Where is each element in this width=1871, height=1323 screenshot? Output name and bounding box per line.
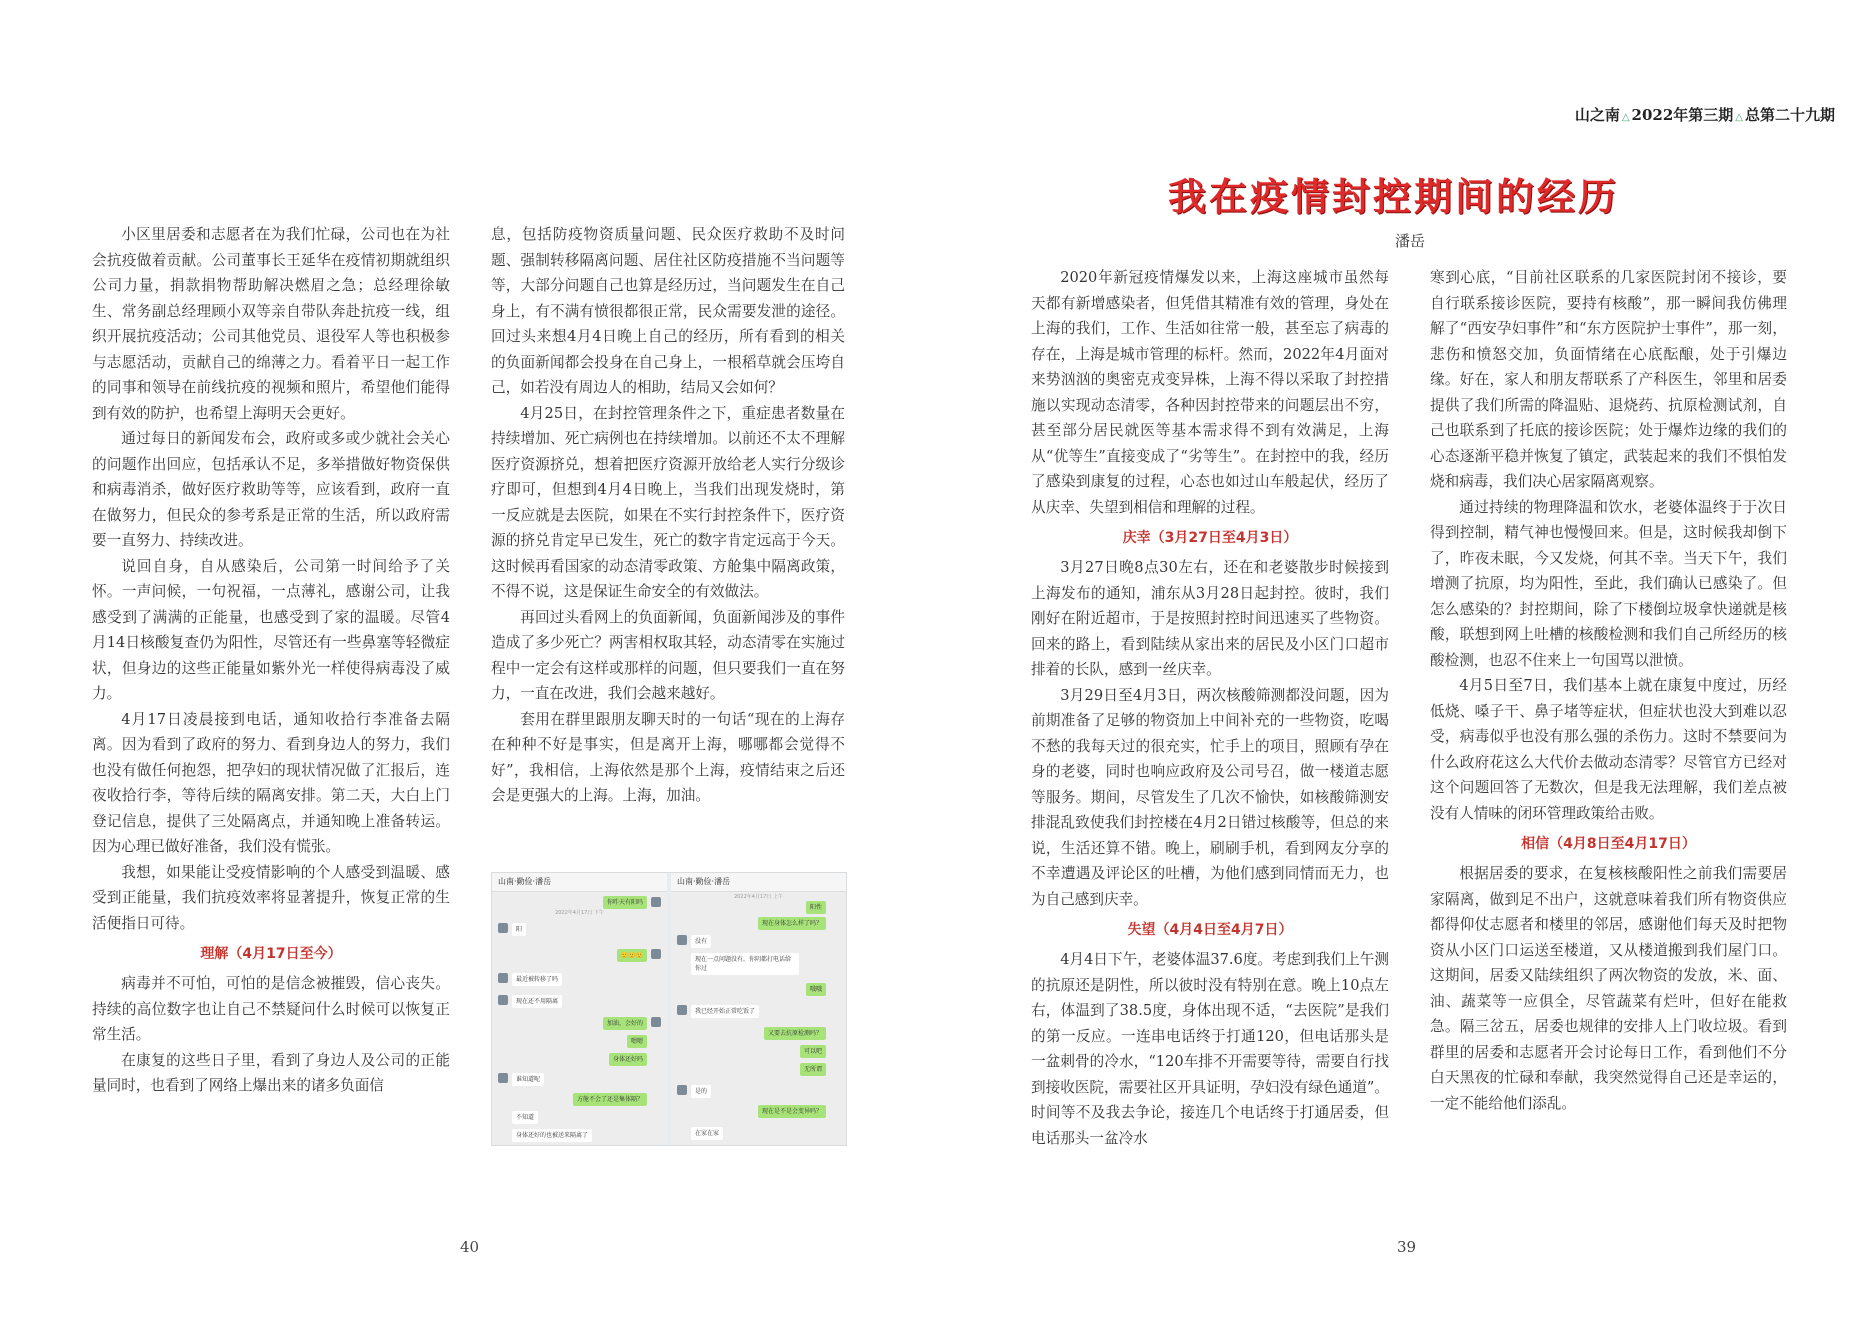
issue-label: 2022年第三期 — [1631, 106, 1734, 124]
paragraph: 通过每日的新闻发布会，政府或多或少就社会关心的问题作出回应，包括承认不足，多举措做好物资保供和病毒消杀，做好医疗救助等等，应该看到，政府一直在做努力，但民众的参考系是正常的生活，所以政府需要一直努力、持续改进。 — [92, 430, 450, 549]
chat-pane-right — [671, 873, 846, 1145]
chat-message: 哦哦 — [806, 983, 826, 996]
avatar — [498, 923, 508, 933]
paragraph: 4月5日至7日，我们基本上就在康复中度过，历经低烧、嗓子干、鼻子堵等症状，但症状也没大到难以忍受，病毒似乎也没有那么强的杀伤力。这时不禁要问为什么政府花这么大代价去做动态清零？尽管官方已经对这个问题回答了无数次，但是我无法理解，我们差点被没有人情味的闭环管理政策给击败。 — [1430, 677, 1787, 822]
chat-timestamp: 2022年4月17日 下午 — [555, 910, 604, 916]
article-title: 我在疫情封控期间的经历 — [1168, 175, 1620, 219]
journal-header — [1575, 104, 1835, 125]
publication-name: 山之南 — [1574, 106, 1620, 124]
column-2 — [491, 222, 845, 809]
chat-title: 山南·勤俭·潘岳 — [492, 873, 667, 892]
chat-message: 我已经开始正常吃饭了 — [691, 1005, 759, 1018]
avatar — [498, 1073, 508, 1083]
chat-message: 加油，会好的 — [603, 1017, 647, 1030]
article-author: 潘岳 — [1395, 232, 1426, 250]
paragraph: 2020年新冠疫情爆发以来，上海这座城市虽然每天都有新增感染者，但凭借其精准有效的管理，身处在上海的我们，工作、生活如往常一般，甚至忘了病毒的存在，上海是城市管理的标杆。然而，2022年4月面对来势汹汹的奥密克戎变异株，上海不得以采取了封控措施以实现动态清零，各种因封控带来的问题层出不穷，甚至部分居民就医等基本需求得不到有效满足，上海从“优等生”直接变成了“劣等生”。在封控中的我，经历了感染到康复的过程，心态也如过山车般起伏，经历了从庆幸、失望到相信和理解的过程。 — [1031, 269, 1389, 516]
chat-message: 阳 — [512, 923, 526, 936]
chat-message: 可以吧 — [800, 1045, 826, 1058]
chat-message: 方舱不会了还是集体隔？ — [573, 1093, 647, 1106]
paragraph: 4月4日下午，老婆体温37.6度。考虑到我们上午测的抗原还是阴性，所以彼时没有特别在意。晚上10点左右，体温到了38.5度，身体出现不适，“去医院”是我们的第一反应。一连串电话终于打通120，但电话那头是一盆刺骨的冷水，“120车排不开需要等待，需要自行找到接收医院，需要社区开具证明，孕妇没有绿色通道”。时间等不及我去争论，接连几个电话终于打通居委，但电话那头一盆冷水 — [1031, 951, 1389, 1147]
chat-message: 无所谓 — [800, 1063, 826, 1076]
section-heading: 失望（4月4日至4月7日） — [1127, 922, 1293, 938]
chat-message: 现在还不用隔离 — [512, 995, 562, 1008]
paragraph: 根据居委的要求，在复核核酸阳性之前我们需要居家隔离，做到足不出户，这就意味着我们所有物资供应都得仰仗志愿者和楼里的邻居，感谢他们每天及时把物资从小区门口运送至楼道，又从楼道搬到我们屋门口。这期间，居委又陆续组织了两次物资的发放，米、面、油、蔬菜等一应俱全，尽管蔬菜有烂叶，但好在能救急。隔三岔五，居委也规律的安排人上门收垃圾。看到群里的居委和志愿者开会讨论每日工作，看到他们不分白天黑夜的忙碌和奉献，我突然觉得自己还是幸运的，一定不能给他们添乱。 — [1430, 865, 1787, 1112]
avatar — [651, 1017, 661, 1027]
column-1 — [92, 222, 450, 1099]
avatar — [498, 995, 508, 1005]
chat-message: 你昨天有阳吗 — [603, 896, 647, 909]
paragraph: 在康复的这些日子里，看到了身边人及公司的正能量同时，也看到了网络上爆出来的诸多负面信 — [92, 1051, 450, 1094]
column-4 — [1430, 265, 1787, 1116]
chat-message: 最近被转移了吗 — [512, 973, 562, 986]
avatar — [677, 1085, 687, 1095]
avatar — [677, 935, 687, 945]
paragraph: 说回自身，自从感染后，公司第一时间给予了关怀。一声问候，一句祝福，一点薄礼，感谢公司，让我感受到了满满的正能量，也感受到了家的温暖。尽管4月14日核酸复查仍为阳性，尽管还有一些鼻塞等轻微症状，但身边的这些正能量如紫外光一样使得病毒没了威力。 — [92, 557, 450, 702]
paragraph: 再回过头看网上的负面新闻，负面新闻涉及的事件造成了多少死亡？两害相权取其轻，动态清零在实施过程中一定会有这样或那样的问题，但只要我们一直在努力，一直在改进，我们会越来越好。 — [491, 608, 845, 702]
chat-message: 现在一点问题没有，你阴都打电话给你过 — [691, 953, 799, 975]
separator-triangle-icon: △ — [1735, 112, 1743, 123]
chat-screenshot-image — [491, 872, 847, 1146]
chat-message: 谁知道呢 — [512, 1073, 544, 1086]
paragraph: 4月17日凌晨接到电话，通知收拾行李准备去隔离。因为看到了政府的努力、看到身边人的努力，我们也没有做任何抱怨，把孕妇的现状情况做了汇报后，连夜收拾行李，等待后续的隔离安排。第二天，大白上门登记信息，提供了三处隔离点，并通知晚上准备转运。因为心理已做好准备，我们没有慌张。 — [92, 710, 450, 855]
paragraph: 4月25日，在封控管理条件之下，重症患者数量在持续增加、死亡病例也在持续增加。以前还不太不理解医疗资源挤兑，想着把医疗资源开放给老人实行分级诊疗即可，但想到4月4日晚上，当我们出现发烧时，第一反应就是去医院，如果在不实行封控条件下，医疗资源的挤兑肯定早已发生，死亡的数字肯定远高于今天。这时候再看国家的动态清零政策、方舱集中隔离政策，不得不说，这是保证生命安全的有效做法。 — [491, 404, 845, 600]
page-number-right: 39 — [1397, 1238, 1417, 1256]
chat-message: 是的 — [691, 1085, 711, 1098]
page-number-left: 40 — [460, 1238, 480, 1256]
paragraph: 我想，如果能让受疫情影响的个人感受到温暖、感受到正能量，我们抗疫效率将显著提升，恢复正常的生活便指日可待。 — [92, 863, 450, 932]
chat-timestamp: 2022年4月17日 上午 — [734, 894, 783, 900]
separator-triangle-icon: △ — [1621, 112, 1630, 123]
paragraph: 息，包括防疫物资质量问题、民众医疗救助不及时问题、强制转移隔离问题、居住社区防疫措施不当问题等等，大部分问题自己也算是经历过，当问题发生在自己身上，有不满有愤很都很正常，民众需要发泄的途径。回过头来想4月4日晚上自己的经历，所有看到的相关的负面新闻都会投身在自己身上，一根稻草就会压垮自己，如若没有周边人的相助，结局又会如何？ — [491, 226, 845, 396]
chat-message: 阳性 — [806, 901, 826, 914]
avatar — [651, 897, 661, 907]
chat-title: 山南·勤俭·潘岳 — [671, 873, 846, 892]
chat-message: 🙂🙂🙂 — [617, 949, 647, 962]
section-heading: 庆幸（3月27日至4月3日） — [1122, 530, 1298, 546]
paragraph: 3月29日至4月3日，两次核酸筛测都没问题，因为前期准备了足够的物资加上中间补充的一些物资，吃喝不愁的我每天过的很充实，忙手上的项目，照顾有孕在身的老婆，同时也响应政府及公司号召，做一楼道志愿等服务。期间，尽管发生了几次不愉快，如核酸筛测安排混乱致使我们封控楼在4月2日错过核酸等，但总的来说，生活还算不错。晚上，刷刷手机，看到网友分享的不幸遭遇及评论区的吐槽，为他们感到同情而无力，也为自己感到庆幸。 — [1031, 686, 1389, 908]
paragraph: 小区里居委和志愿者在为我们忙碌，公司也在为社会抗疫做着贡献。公司董事长王延华在疫情初期就组织公司力量，捐款捐物帮助解决燃眉之急；总经理徐敏生、常务副总经理顾小双等亲自带队奔赴抗疫一线，组织开展抗疫活动；公司其他党员、退役军人等也积极参与志愿活动，贡献自己的绵薄之力。看着平日一起工作的同事和领导在前线抗疫的视频和照片，希望他们能得到有效的防护，也希望上海明天会更好。 — [92, 226, 450, 422]
chat-message: 在家在家 — [691, 1127, 723, 1140]
avatar — [651, 949, 661, 959]
column-3 — [1031, 265, 1389, 1151]
chat-message: 不知道 — [512, 1111, 538, 1124]
paragraph: 寒到心底，“目前社区联系的几家医院封闭不接诊，要自行联系接诊医院，要持有核酸”，那一瞬间我仿佛理解了“西安孕妇事件”和“东方医院护士事件”，那一刻，悲伤和愤怒交加，负面情绪在心底酝酿，处于引爆边缘。好在，家人和朋友帮联系了产科医生，邻里和居委提供了我们所需的降温贴、退烧药、抗原检测试剂，自己也联系到了托底的接诊医院；处于爆炸边缘的我们的心态逐渐平稳并恢复了镇定，武装起来的我们不惧怕发烧和病毒，我们决心居家隔离观察。 — [1430, 269, 1787, 490]
paragraph: 病毒并不可怕，可怕的是信念被摧毁，信心丧失。持续的高位数字也让自己不禁疑问什么时候可以恢复正常生活。 — [92, 975, 450, 1043]
chat-message: 现在身体怎么样了吗？ — [758, 917, 826, 930]
section-heading: 理解（4月17日至今） — [200, 946, 342, 962]
chat-pane-left — [492, 873, 667, 1145]
chat-message: 身体还好吗 — [609, 1053, 647, 1066]
chat-message: 嗯嗯 — [627, 1035, 647, 1048]
avatar — [498, 973, 508, 983]
paragraph: 套用在群里跟朋友聊天时的一句话“现在的上海存在种种不好是事实，但是离开上海，哪哪都会觉得不好”，我相信，上海依然是那个上海，疫情结束之后还会是更强大的上海。上海，加油。 — [491, 710, 845, 804]
paragraph: 通过持续的物理降温和饮水，老婆体温终于于次日得到控制，精气神也慢慢回来。但是，这时候我却倒下了，昨夜未眠，今又发烧，何其不幸。当天下午，我们增测了抗原，均为阳性，至此，我们确认已感染了。但怎么感染的？封控期间，除了下楼倒垃圾拿快递就是核酸，联想到网上吐槽的核酸检测和我们自己所经历的核酸检测，也忍不住来上一句国骂以泄愤。 — [1430, 498, 1787, 669]
paragraph: 3月27日晚8点30左右，还在和老婆散步时候接到上海发布的通知，浦东从3月28日起封控。彼时，我们刚好在附近超市，于是按照封控时间迅速买了些物资。回来的路上，看到陆续从家出来的居民及小区门口超市排着的长队，感到一丝庆幸。 — [1031, 559, 1389, 678]
chat-message: 又要去抗原检测吗？ — [764, 1027, 826, 1040]
section-heading: 相信（4月8日至4月17日） — [1521, 836, 1696, 852]
chat-message: 身体还好的也被送来隔离了 — [512, 1129, 592, 1142]
total-issue-label: 总第二十九期 — [1744, 106, 1835, 124]
chat-message: 没有 — [691, 935, 711, 948]
avatar — [677, 1005, 687, 1015]
chat-message: 现在是不是会变异吗？ — [758, 1105, 826, 1118]
